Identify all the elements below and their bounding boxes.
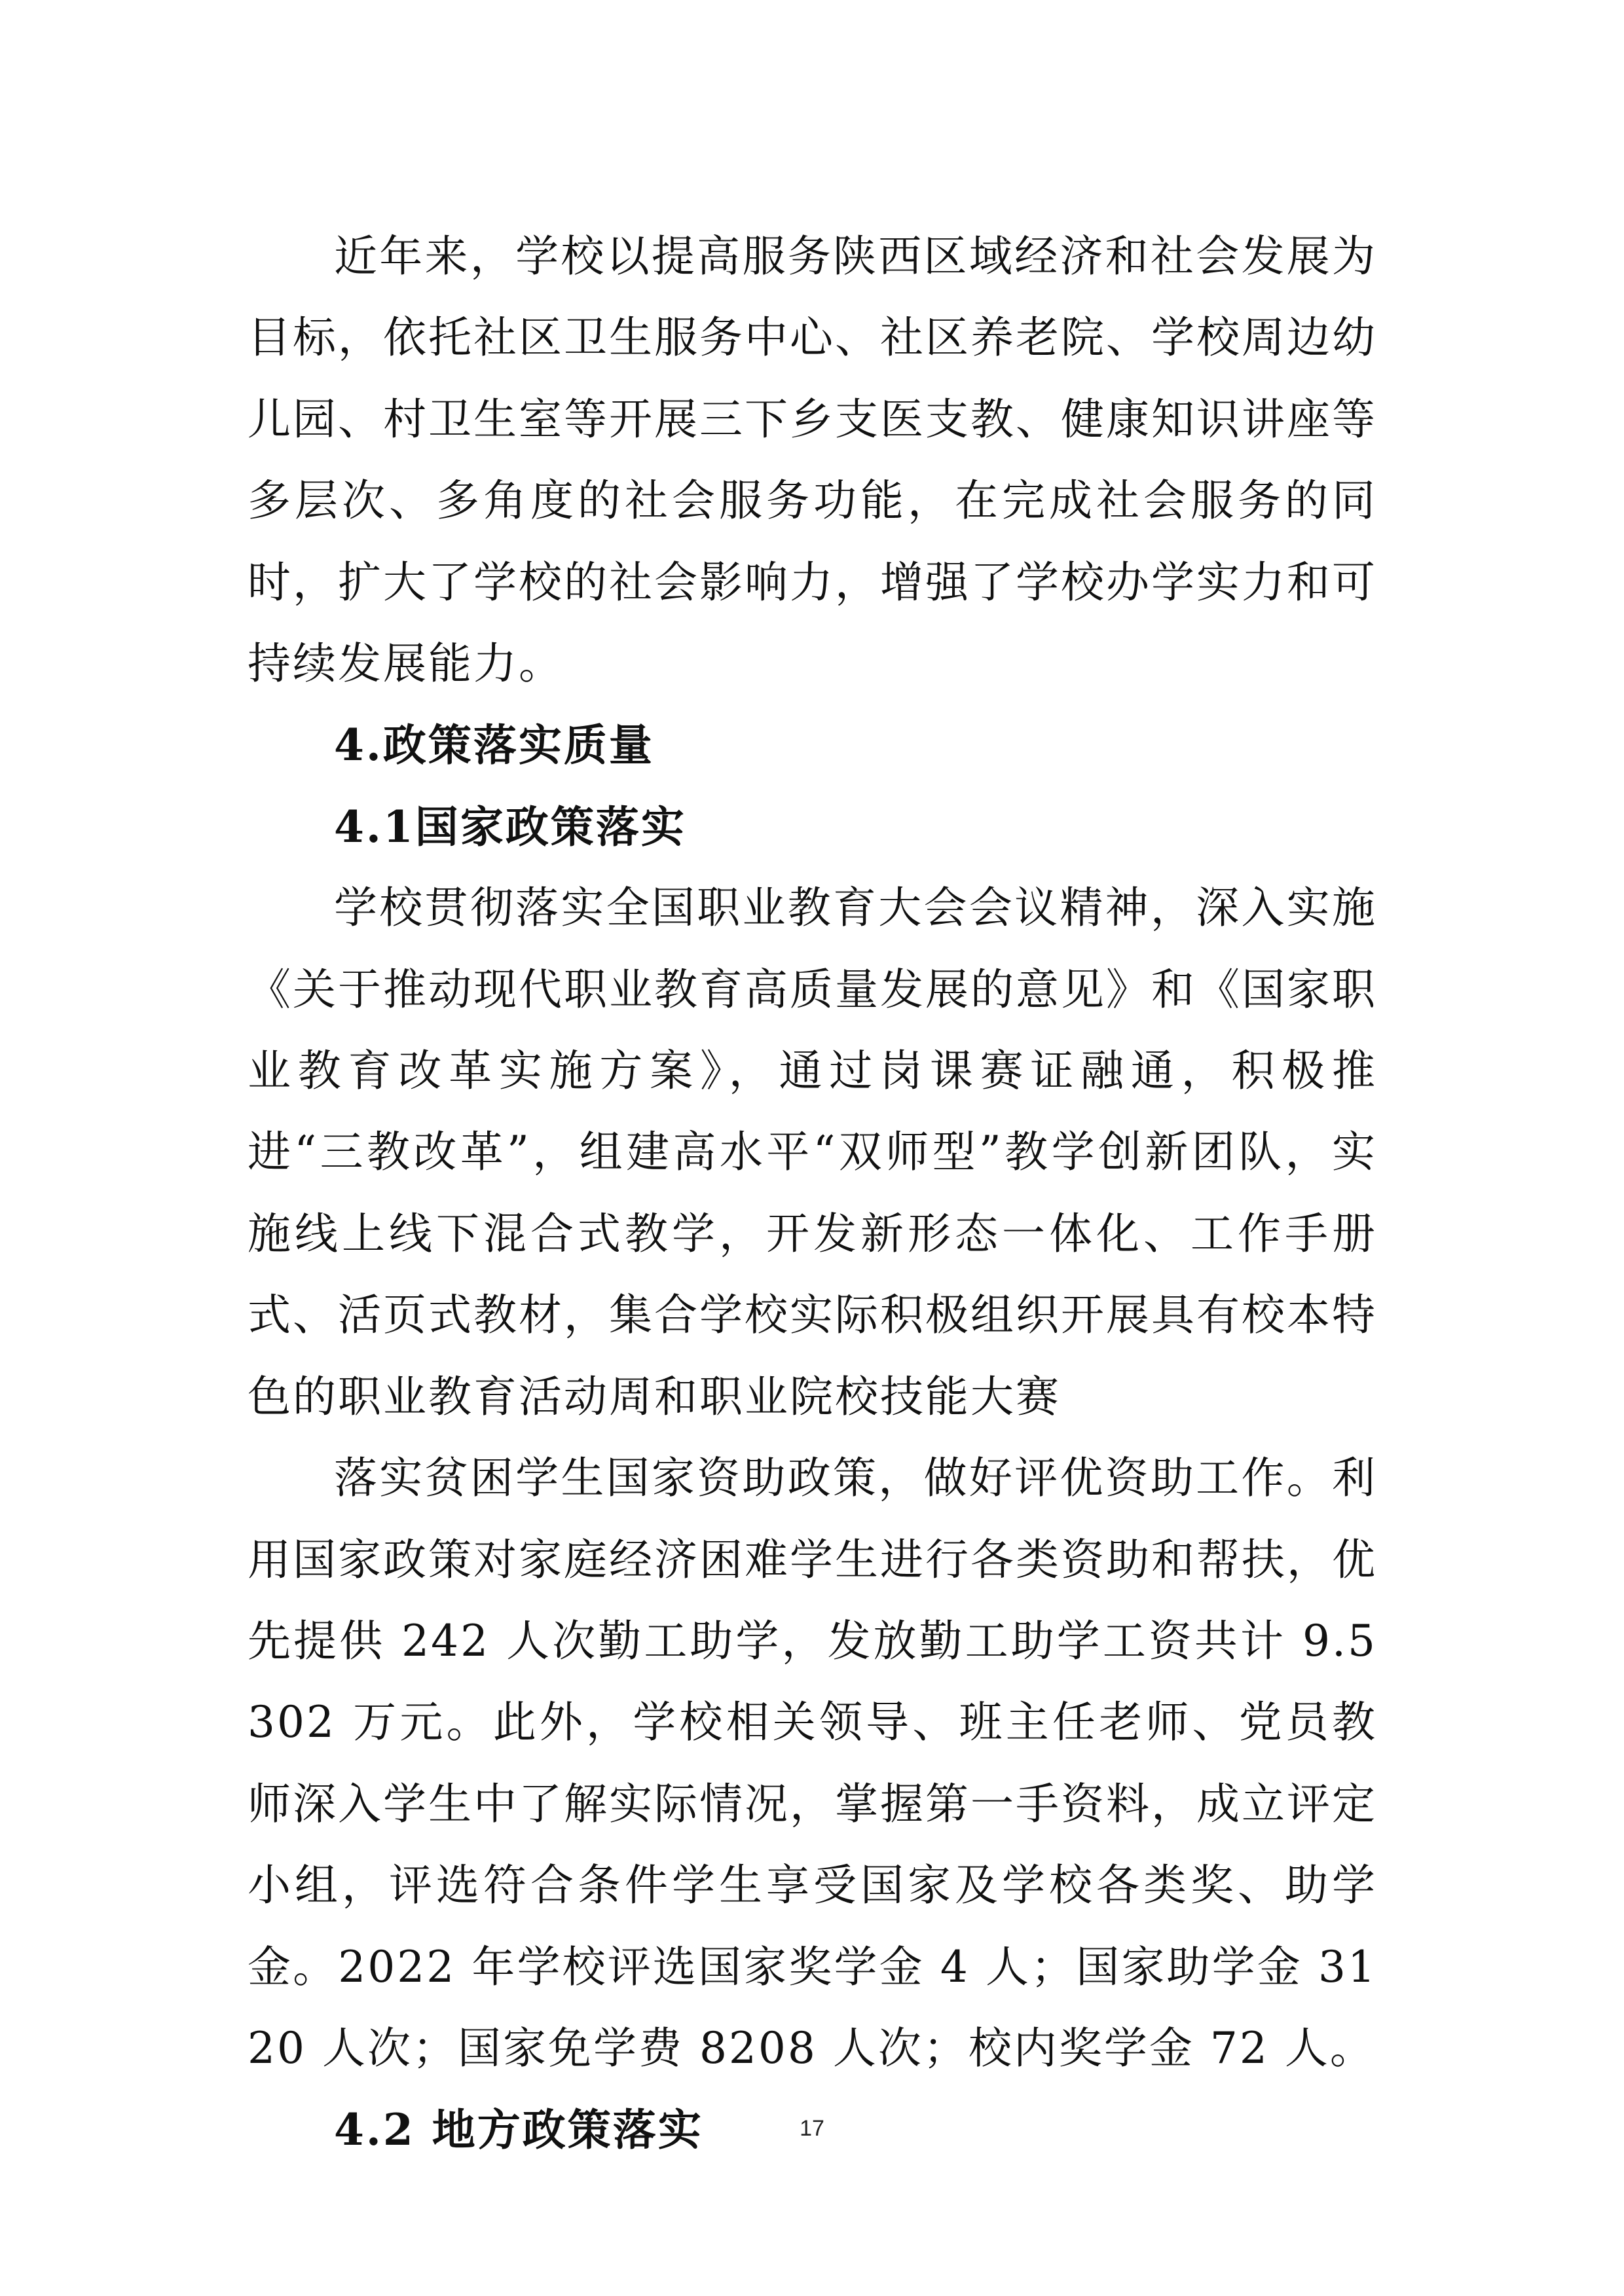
page-number: 17 (800, 2116, 824, 2141)
heading-national-policy: 4.1国家政策落实 (334, 801, 686, 852)
paragraph-vocational-reform: 学校贯彻落实全国职业教育大会会议精神，深入实施《关于推动现代职业教育高质量发展的意见》和《国家职业教育改革实施方案》，通过岗课赛证融通，积极推进“三教改革”，组建高水平“双师型”教学创新团队，实施线上线下混合式教学，开发新形态一体化、工作手册式、活页式教材，集合学校实际积极组织开展具有校本特色的职业教育活动周和职业院校技能大赛 (248, 883, 1377, 1422)
heading-local-policy: 4.2 地方政策落实 (334, 2104, 703, 2156)
paragraph-social-service: 近年来，学校以提高服务陕西区域经济和社会发展为目标，依托社区卫生服务中心、社区养老院、学校周边幼儿园、村卫生室等开展三下乡支医支教、健康知识讲座等多层次、多角度的社会服务功能，在完成社会服务的同时，扩大了学校的社会影响力，增强了学校办学实力和可持续发展能力。 (248, 231, 1377, 689)
paragraph-student-aid: 落实贫困学生国家资助政策，做好评优资助工作。利用国家政策对家庭经济困难学生进行各类资助和帮扶，优先提供 242 人次勤工助学，发放勤工助学工资共计 9.5302 万元。此外，学校相关领导、班主任老师、党员教师深入学生中了解实际情况，掌握第一手资料，成立评定小组，评选符合条件学生享受国家及学校各类奖、助学金。2022 年学校评选国家奖学金 4 人；国家助学金 3120 人次；国家免学费 8208 人次；校内奖学金 72 人。 (248, 1453, 1377, 2073)
heading-policy-quality: 4.政策落实质量 (334, 720, 654, 771)
document-body (248, 216, 1377, 2171)
